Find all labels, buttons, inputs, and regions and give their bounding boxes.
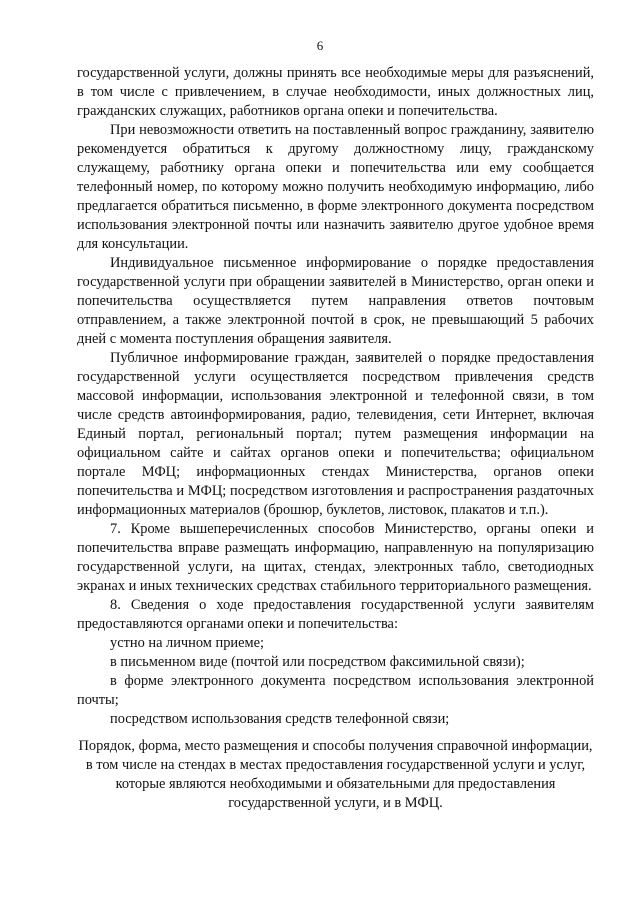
paragraph-unable-to-answer: При невозможности ответить на поставленный вопрос гражданину, заявителю рекомендуется обратиться к другому должностному лицу, гражданскому служащему, работнику органа опеки и попечительства или ему сообщается телефонный номер, по которому можно получить необходимую информацию, либо предлагается обратиться письменно, в форме электронного документа посредством использования электронной почты или назначить заявителю другое удобное время для консультации. bbox=[77, 122, 594, 252]
paragraph-continuation: государственной услуги, должны принять все необходимые меры для разъяснений, в том числе с привлечением, в случае необходимости, иных должностных лиц, гражданских служащих, работников органа опеки и попечительства. bbox=[77, 65, 594, 119]
page-number: 6 bbox=[316, 38, 324, 53]
paragraph-public-informing: Публичное информирование граждан, заявителей о порядке предоставления государственной услуги осуществляется посредством привлечения средств массовой информации, использования электронной и телефонной связи, в том числе средств автоинформирования, радио, телевидения, сети Интернет, включая Единый портал, региональный портал; путем размещения информации на официальном сайте и сайтах органов опеки и попечительства; официальном портале МФЦ; информационных стендах Министерства, органов опеки попечительства и МФЦ; посредством изготовления и распространения раздаточных информационных материалов (брошюр, буклетов, листовок, плакатов и т.п.). bbox=[77, 350, 594, 518]
body-text bbox=[77, 64, 594, 729]
paragraph-item-8: 8. Сведения о ходе предоставления государственной услуги заявителям предоставляются органами опеки и попечительства: bbox=[77, 597, 594, 632]
paragraph-written-informing: Индивидуальное письменное информирование о порядке предоставления государственной услуги при обращении заявителей в Министерство, орган опеки и попечительства осуществляется путем направления ответов почтовым отправлением, а также электронной почтой в срок, не превышающий 5 рабочих дней с момента поступления обращения заявителя. bbox=[77, 255, 594, 347]
paragraph-item-7: 7. Кроме вышеперечисленных способов Министерство, органы опеки и попечительства вправе размещать информацию, направленную на популяризацию государственной услуги, на щитах, стендах, электронных табло, светодиодных экранах и иных технических средствах стабильного территориального размещения. bbox=[77, 521, 594, 594]
list-item-electronic: в форме электронного документа посредством использования электронной почты; bbox=[77, 673, 594, 708]
list-item-oral: устно на личном приеме; bbox=[110, 635, 264, 651]
list-item-telephone: посредством использования средств телефонной связи; bbox=[110, 711, 450, 727]
section-heading: Порядок, форма, место размещения и способы получения справочной информации, в том числе на стендах в местах предоставления государственной услуги и услуг, которые являются необходимыми и обязательными для предоставления государственной услуги, и в МФЦ. bbox=[78, 738, 593, 811]
list-item-written: в письменном виде (почтой или посредством факсимильной связи); bbox=[110, 654, 525, 670]
